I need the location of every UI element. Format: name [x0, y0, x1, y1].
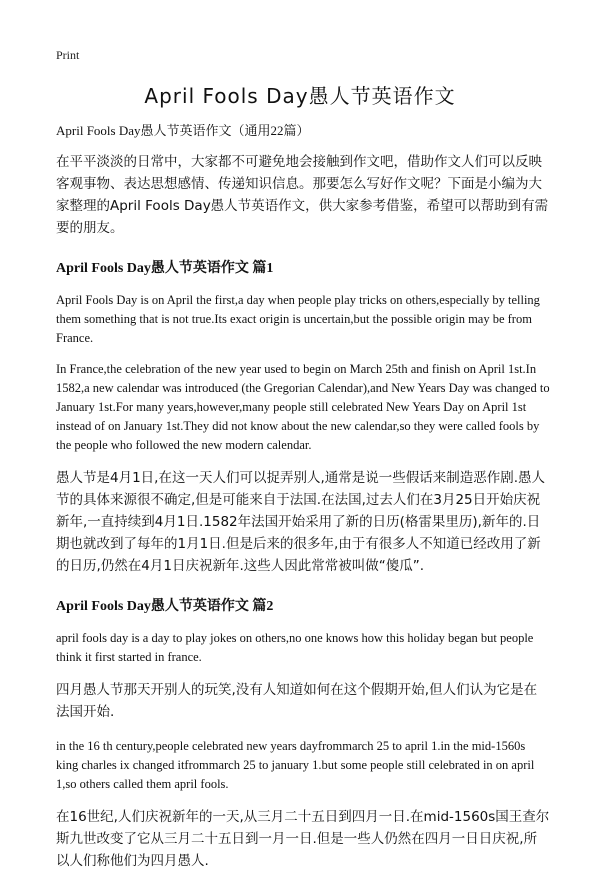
section-1-heading: April Fools Day愚人节英语作文 篇1	[56, 261, 274, 276]
section-2-heading: April Fools Day愚人节英语作文 篇2	[56, 599, 274, 614]
intro-paragraph: 在平平淡淡的日常中，大家都不可避免地会接触到作文吧，借助作文人们可以反映客观事物、表达思想感情、传递知识信息。那要怎么写好作文呢？下面是小编为大家整理的April Fools Day愚人节英语作文，供大家参考借鉴，希望可以帮助到有需要的朋友。	[56, 154, 549, 236]
article-subtitle: April Fools Day愚人节英语作文（通用22篇）	[56, 123, 310, 138]
section-1-paragraph-2: In France,the celebration of the new year used to begin on March 25th and finish on April 1st.In 1582,a new calendar was introduced (the Gregorian Calendar),and New Years Day was changed to January 1st.For many years,however,many people still celebrated New Years Day on April 1st instead of on January 1st.They did not know about the new calendar,so they were called fools by the people who followed the new modern calendar.	[56, 362, 550, 452]
page-title: April Fools Day愚人节英语作文	[144, 84, 456, 108]
section-2-paragraph-2: 四月愚人节那天开别人的玩笑,没有人知道如何在这个假期开始,但人们认为它是在法国开始.	[56, 682, 538, 720]
section-1-paragraph-3: 愚人节是4月1日,在这一天人们可以捉弄别人,通常是说一些假话来制造恶作剧.愚人节的具体来源很不确定,但是可能来自于法国.在法国,过去人们在3月25日开始庆祝新年,一直持续到4月1日.1582年法国开始采用了新的日历(格雷果里历),新年的.日期也就改到了每年的1月1日.但是后来的很多年,由于有很多人不知道已经改用了新的日历,仍然在4月1日庆祝新年.这些人因此常常被叫做“傻瓜”.	[56, 470, 546, 574]
section-2-paragraph-4: 在16世纪,人们庆祝新年的一天,从三月二十五日到四月一日.在mid-1560s国王查尔斯九世改变了它从三月二十五日到一月一日.但是一些人仍然在四月一日日庆祝,所以人们称他们为四月愚人.	[56, 809, 550, 869]
section-2-paragraph-3: in the 16 th century,people celebrated new years dayfrommarch 25 to april 1.in the mid-1560s king charles ix changed itfrommarch 25 to january 1.but some people still celebrated in on april 1,so others called them april fools.	[56, 739, 535, 791]
article-body	[56, 120, 550, 886]
section-2-paragraph-1: april fools day is a day to play jokes on others,no one knows how this holiday began but people think it first started in france.	[56, 631, 534, 664]
print-link[interactable]: Print	[56, 48, 80, 62]
section-1-paragraph-1: April Fools Day is on April the first,a day when people play tricks on others,especially by telling them something that is not true.Its exact origin is uncertain,but the possible origin may be from France.	[56, 293, 540, 345]
